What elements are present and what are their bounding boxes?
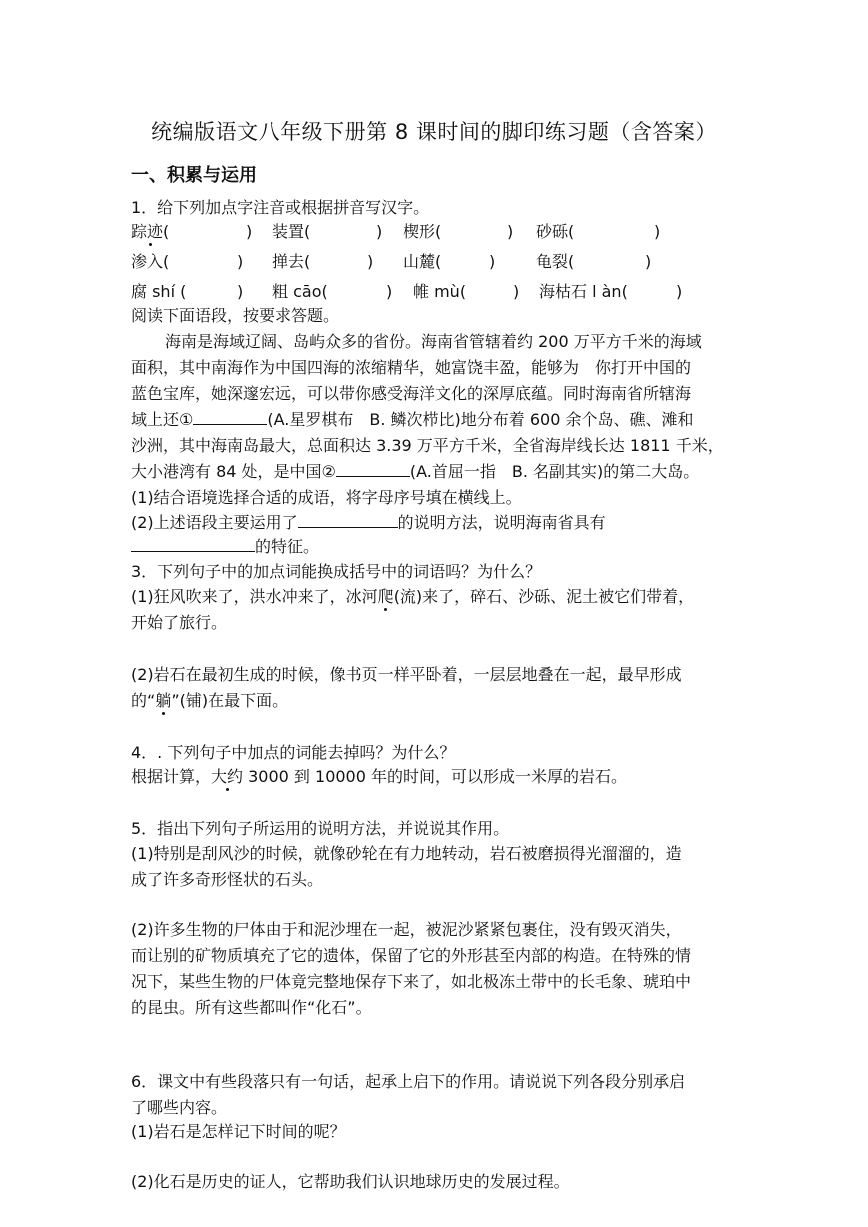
question-2-sub-2: (2)上述语段主要运用了 的说明方法，说明海南省具有 [131,513,606,532]
question-5-sub-2: (2)许多生物的尸体由于和泥沙埋在一起，被泥沙紧紧包裹住，没有毁灭消失， [131,920,682,939]
question-2-sub-2-cont: 的特征。 [131,535,319,559]
question-5-sub-2-cont: 的昆虫。所有这些都叫作“化石”。 [131,998,372,1017]
passage-line: 面积，其中南海作为中国四海的浓缩精华，她富饶丰盈，能够为 你打开中国的 [131,358,692,377]
passage-line: 沙洲，其中海南岛最大，总面积达 3.39 万平方千米，全省海岸线长达 1811 千米， [131,436,724,455]
dotted-word: 爬 [377,587,394,606]
answer-blank[interactable] [193,408,267,425]
question-2-sub-1: (1)结合语境选择合适的成语，将字母序号填在横线上。 [131,488,522,507]
page-title: 统编版语文八年级下册第 8 课时间的脚印练习题（含答案） [151,120,717,144]
answer-blank[interactable] [131,535,255,552]
dotted-word: 大约 [211,767,244,786]
question-6-sub-2: (2)化石是历史的证人，它帮助我们认识地球历史的发展过程。 [131,1172,570,1191]
question-5-sub-2-cont: 况下，某些生物的尸体竟完整地保存下来了，如北极冻土带中的长毛象、琥珀中 [131,972,692,991]
worksheet-page: 统编版语文八年级下册第 8 课时间的脚印练习题（含答案） 一、积累与运用 1．给下列加点字注音或根据拼音写汉字。 踪迹( ) 装置( ) 楔形( ) 砂砾( ) 渗入( ) 掸去( ) 山麓( ) 龟裂( ) 腐 shí ( ) 粗 cāo( ) 帷 mù( ) 海枯石 l àn( ) 阅读下面语段，按要求答题。 海南是海域辽阔、岛屿众多的省份。海南省管辖着约 200 万平方千米的海域 面积，其中南海作为中国四海的浓缩精华，她富饶丰盈，能够为 你打开中国的 蓝色宝库，她深邃宏远，可以带你感受海洋文化的深厚底蕴。同时海南省所辖海 域上还① (A.星罗棋布 B. 鳞次栉比)地分布着 600 余个岛、礁、滩和 沙洲，其中海南岛最大，总面积达 3.39 万平方千米，全省海岸线长达 1811 千米， 大小港湾有 84 处，是中国② (A.首屈一指 B. 名副其实)的第二大岛。 (1)结合语境选择合适的成语，将字母序号填在横线上。 (2)上述语段主要运用了 的说明方法，说明海南省具有 的特征。 3．下列句子中的加点词能换成括号中的词语吗？为什么？ (1)狂风吹来了，洪水冲来了，冰河爬(流)来了，碎石、沙砾、泥土被它们带着， 开始了旅行。 (2)岩石在最初生成的时候，像书页一样平卧着，一层层地叠在一起，最早形成 的“躺”(铺)在最下面。 4．. 下列句子中加点的词能去掉吗？为什么？ 根据计算，大约 3000 到 10000 年的时间，可以形成一米厚的岩石。 5．指出下列句子所运用的说明方法，并说说其作用。 (1)特别是刮风沙的时候，就像砂轮在有力地转动，岩石被磨损得光溜溜的，造 成了许多奇形怪状的石头。 (2)许多生物的尸体由于和泥沙埋在一起，被泥沙紧紧包裹住，没有毁灭消失， 而让别的矿物质填充了它的遗体，保留了它的外形甚至内部的构造。在特殊的情 况下，某些生物的尸体竟完整地保存下来了，如北极冻土带中的长毛象、琥珀中 的昆虫。所有这些都叫作“化石”。 6．课文中有些段落只有一句话，起承上启下的作用。请说说下列各段分别承启 了哪些内容。 (1)岩石是怎样记下时间的呢？ (2)化石是历史的证人，它帮助我们认识地球历史的发展过程。 [0,0,868,1227]
question-1-stem: 1．给下列加点字注音或根据拼音写汉字。 [131,198,430,217]
dotted-word: 躺 [155,691,172,710]
question-2-stem: 阅读下面语段，按要求答题。 [131,306,340,325]
answer-blank[interactable] [298,511,398,528]
answer-blank[interactable] [336,460,410,477]
passage-line: 蓝色宝库，她深邃宏远，可以带你感受海洋文化的深厚底蕴。同时海南省所辖海 [131,384,692,403]
question-3-sub-1: (1)狂风吹来了，洪水冲来了，冰河爬(流)来了，碎石、沙砾、泥土被它们带着， [131,587,695,606]
passage-line: 域上还① (A.星罗棋布 B. 鳞次栉比)地分布着 600 余个岛、礁、滩和 [131,410,694,429]
question-5-sub-2-cont: 而让别的矿物质填充了它的遗体，保留了它的外形甚至内部的构造。在特殊的情 [131,946,692,965]
passage-line: 海南是海域辽阔、岛屿众多的省份。海南省管辖着约 200 万平方千米的海域 [165,332,702,351]
passage-line: 大小港湾有 84 处，是中国② (A.首屈一指 B. 名副其实)的第二大岛。 [131,462,700,481]
question-5-stem: 5．指出下列句子所运用的说明方法，并说说其作用。 [131,819,510,838]
question-4-stem: 4．. 下列句子中加点的词能去掉吗？为什么？ [131,743,456,762]
question-3-stem: 3．下列句子中的加点词能换成括号中的词语吗？为什么？ [131,562,542,581]
question-3-sub-2-cont: 的“躺”(铺)在最下面。 [131,691,289,710]
question-3-sub-1-cont: 开始了旅行。 [131,613,228,632]
question-3-sub-2: (2)岩石在最初生成的时候，像书页一样平卧着，一层层地叠在一起，最早形成 [131,665,682,684]
question-5-sub-1: (1)特别是刮风沙的时候，就像砂轮在有力地转动，岩石被磨损得光溜溜的，造 [131,844,682,863]
question-6-sub-1: (1)岩石是怎样记下时间的呢？ [131,1122,346,1141]
section-heading: 一、积累与运用 [131,165,257,186]
question-6-stem: 6．课文中有些段落只有一句话，起承上启下的作用。请说说下列各段分别承启 [131,1072,686,1091]
question-6-stem-cont: 了哪些内容。 [131,1098,228,1117]
question-4-sentence: 根据计算，大约 3000 到 10000 年的时间，可以形成一米厚的岩石。 [131,767,627,786]
question-5-sub-1-cont: 成了许多奇形怪状的石头。 [131,870,324,889]
